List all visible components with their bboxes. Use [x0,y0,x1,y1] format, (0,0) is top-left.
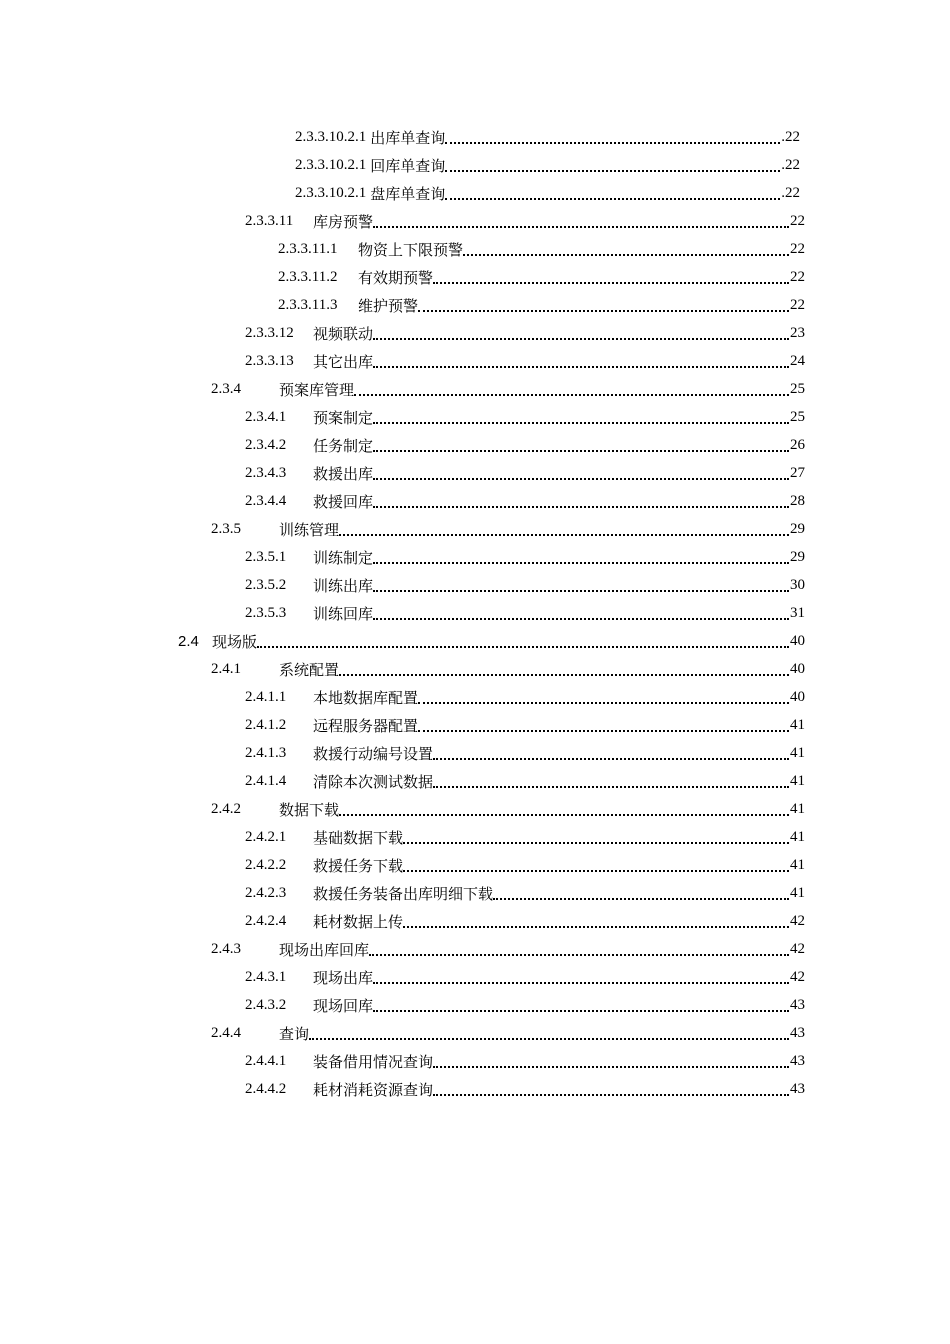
toc-dot-leader [403,854,789,872]
toc-entry-number: 2.3.5.2 [245,576,287,593]
toc-dot-leader [309,1022,789,1040]
toc-entry-title: 装备借用情况查询 [313,1054,434,1071]
toc-entry-title: 耗材数据上传 [313,914,404,931]
toc-entry-page-number: 22 [790,296,805,313]
toc-entry-title: 救援出库 [313,466,374,483]
toc-dot-leader [418,294,789,312]
toc-entry-title: 预案库管理 [279,382,355,399]
toc-entry-number: 2.3.4 [211,380,241,397]
toc-entry-title: 视频联动 [313,326,374,343]
toc-entry-page-number: 25 [790,380,805,397]
toc-entry-number: 2.3.3.10.2.1 [295,128,367,145]
toc-dot-leader [373,994,789,1012]
toc-entry-number: 2.3.5.1 [245,548,287,565]
toc-entry[interactable] [0,1075,950,1103]
toc-entry[interactable] [0,991,950,1019]
toc-entry-number: 2.3.5 [211,520,241,537]
toc-entry-page-number: 22 [790,240,805,257]
toc-entry-number: 2.3.3.11.3 [278,296,338,313]
toc-entry-number: 2.4.2 [211,800,241,817]
toc-dot-leader [418,714,789,732]
toc-entry[interactable] [0,319,950,347]
toc-entry-title: 有效期预警 [358,270,434,287]
toc-entry-page-number: 28 [790,492,805,509]
toc-entry-page-number: 31 [790,604,805,621]
toc-entry[interactable] [0,907,950,935]
toc-entry-title: 救援任务下载 [313,858,404,875]
toc-entry-number: 2.4.2.1 [245,828,287,845]
toc-dot-leader [403,826,789,844]
toc-dot-leader [339,798,789,816]
toc-entry-title: 救援任务装备出库明细下载 [313,886,494,903]
toc-entry-page-number: 40 [790,688,805,705]
toc-entry-number: 2.3.3.10.2.1 [295,184,367,201]
toc-entry[interactable] [0,879,950,907]
toc-dot-leader [445,182,780,200]
toc-entry-page-number: 42 [790,940,805,957]
toc-entry-title: 训练管理 [279,522,340,539]
toc-entry-number: 2.4.2.3 [245,884,287,901]
toc-entry[interactable] [0,1019,950,1047]
toc-dot-leader [433,770,789,788]
toc-dot-leader [354,378,789,396]
toc-entry-title: 救援行动编号设置 [313,746,434,763]
toc-dot-leader [373,546,789,564]
toc-entry-page-number: 41 [790,800,805,817]
toc-entry[interactable] [0,683,950,711]
toc-entry-title: 救援回库 [313,494,374,511]
toc-dot-leader [373,490,789,508]
toc-entry[interactable] [0,655,950,683]
toc-entry[interactable] [0,627,950,655]
toc-entry-title: 训练制定 [313,550,374,567]
toc-entry-title: 物资上下限预警 [358,242,464,259]
toc-entry-number: 2.4.1 [211,660,241,677]
toc-entry-title: 出库单查询 [370,130,446,147]
toc-entry-number: 2.3.3.12 [245,324,294,341]
toc-entry-title: 数据下载 [279,802,340,819]
toc-entry[interactable] [0,823,950,851]
toc-entry[interactable] [0,179,950,207]
toc-entry[interactable] [0,431,950,459]
toc-entry-page-number: 27 [790,464,805,481]
toc-dot-leader [373,210,789,228]
toc-entry-page-number: 41 [790,744,805,761]
toc-entry-number: 2.4.4.1 [245,1052,287,1069]
toc-dot-leader [433,266,789,284]
toc-entry[interactable] [0,571,950,599]
toc-entry[interactable] [0,151,950,179]
toc-entry-number: 2.4.2.4 [245,912,287,929]
toc-entry[interactable] [0,487,950,515]
toc-entry-page-number: 24 [790,352,805,369]
toc-entry-page-number: 22 [790,268,805,285]
toc-entry-page-number: .22 [781,184,800,201]
toc-dot-leader [373,350,789,368]
toc-entry-page-number: 41 [790,828,805,845]
toc-entry-number: 2.4.1.2 [245,716,287,733]
toc-entry[interactable] [0,263,950,291]
toc-dot-leader [463,238,789,256]
toc-entry[interactable] [0,543,950,571]
toc-dot-leader [257,630,789,648]
toc-dot-leader [403,910,789,928]
toc-entry-number: 2.3.3.13 [245,352,294,369]
toc-entry-title: 现场出库回库 [279,942,370,959]
toc-entry-number: 2.4.1.1 [245,688,287,705]
toc-entry-title: 预案制定 [313,410,374,427]
toc-entry-title: 库房预警 [313,214,374,231]
toc-entry-title: 现场回库 [313,998,374,1015]
toc-entry[interactable] [0,1047,950,1075]
toc-dot-leader [445,154,780,172]
toc-entry-number: 2.4.3.1 [245,968,287,985]
toc-entry-page-number: 29 [790,548,805,565]
toc-entry[interactable] [0,235,950,263]
toc-entry[interactable] [0,795,950,823]
toc-entry-number: 2.4.3.2 [245,996,287,1013]
toc-entry[interactable] [0,403,950,431]
toc-entry-page-number: .22 [781,156,800,173]
toc-dot-leader [373,574,789,592]
toc-dot-leader [433,742,789,760]
toc-entry-page-number: 41 [790,716,805,733]
toc-entry-page-number: 25 [790,408,805,425]
toc-entry-page-number: 40 [790,632,805,649]
toc-entry-page-number: .22 [781,128,800,145]
toc-entry-title: 维护预警 [358,298,419,315]
toc-entry[interactable] [0,207,950,235]
toc-entry[interactable] [0,935,950,963]
toc-entry-page-number: 43 [790,1080,805,1097]
toc-dot-leader [373,966,789,984]
toc-entry-page-number: 41 [790,884,805,901]
toc-dot-leader [445,126,780,144]
toc-entry-title: 任务制定 [313,438,374,455]
toc-dot-leader [373,322,789,340]
toc-entry-number: 2.4.4 [211,1024,241,1041]
toc-entry-number: 2.4.2.2 [245,856,287,873]
toc-entry-page-number: 29 [790,520,805,537]
toc-entry-title: 远程服务器配置 [313,718,419,735]
toc-entry-page-number: 26 [790,436,805,453]
toc-entry-title: 训练出库 [313,578,374,595]
toc-dot-leader [493,882,789,900]
toc-entry-title: 查询 [279,1026,310,1043]
toc-dot-leader [373,406,789,424]
toc-dot-leader [339,658,789,676]
toc-entry-page-number: 42 [790,912,805,929]
toc-entry-number: 2.4.3 [211,940,241,957]
toc-dot-leader [373,434,789,452]
toc-entry-number: 2.3.5.3 [245,604,287,621]
toc-entry-number: 2.3.4.3 [245,464,287,481]
toc-entry[interactable] [0,347,950,375]
toc-entry-page-number: 41 [790,856,805,873]
toc-entry-number: 2.3.4.2 [245,436,287,453]
toc-entry-title: 系统配置 [279,662,340,679]
toc-entry-page-number: 40 [790,660,805,677]
toc-dot-leader [373,462,789,480]
toc-entry-number: 2.3.3.11 [245,212,294,229]
toc-entry-title: 训练回库 [313,606,374,623]
toc-entry-title: 耗材消耗资源查询 [313,1082,434,1099]
toc-entry-page-number: 43 [790,1052,805,1069]
toc-entry[interactable] [0,599,950,627]
toc-entry-title: 现场出库 [313,970,374,987]
toc-entry[interactable] [0,459,950,487]
toc-entry[interactable] [0,711,950,739]
toc-entry[interactable] [0,375,950,403]
toc-dot-leader [369,938,789,956]
toc-entry-page-number: 41 [790,772,805,789]
toc-dot-leader [433,1050,789,1068]
toc-entry-number: 2.4.4.2 [245,1080,287,1097]
toc-entry-page-number: 23 [790,324,805,341]
toc-entry-title: 基础数据下载 [313,830,404,847]
toc-dot-leader [339,518,789,536]
toc-dot-leader [433,1078,789,1096]
toc-entry-title: 现场版 [212,634,258,651]
toc-entry-page-number: 30 [790,576,805,593]
toc-dot-leader [373,602,789,620]
toc-entry-page-number: 42 [790,968,805,985]
toc-entry-title: 本地数据库配置 [313,690,419,707]
toc-entry[interactable] [0,123,950,151]
toc-entry[interactable] [0,291,950,319]
toc-entry-number: 2.4.1.3 [245,744,287,761]
toc-entry-number: 2.4 [178,632,199,650]
toc-entry-page-number: 43 [790,1024,805,1041]
toc-entry[interactable] [0,851,950,879]
toc-entry[interactable] [0,739,950,767]
toc-entry[interactable] [0,767,950,795]
toc-entry-number: 2.4.1.4 [245,772,287,789]
toc-entry[interactable] [0,963,950,991]
toc-entry-number: 2.3.3.11.2 [278,268,338,285]
toc-entry-number: 2.3.3.11.1 [278,240,338,257]
toc-entry-title: 回库单查询 [370,158,446,175]
table-of-contents [0,123,950,1103]
toc-entry-number: 2.3.4.1 [245,408,287,425]
toc-entry-page-number: 43 [790,996,805,1013]
toc-entry-number: 2.3.3.10.2.1 [295,156,367,173]
toc-entry-title: 清除本次测试数据 [313,774,434,791]
toc-entry-title: 盘库单查询 [370,186,446,203]
toc-entry-title: 其它出库 [313,354,374,371]
toc-entry-number: 2.3.4.4 [245,492,287,509]
toc-dot-leader [418,686,789,704]
toc-entry[interactable] [0,515,950,543]
toc-entry-page-number: 22 [790,212,805,229]
